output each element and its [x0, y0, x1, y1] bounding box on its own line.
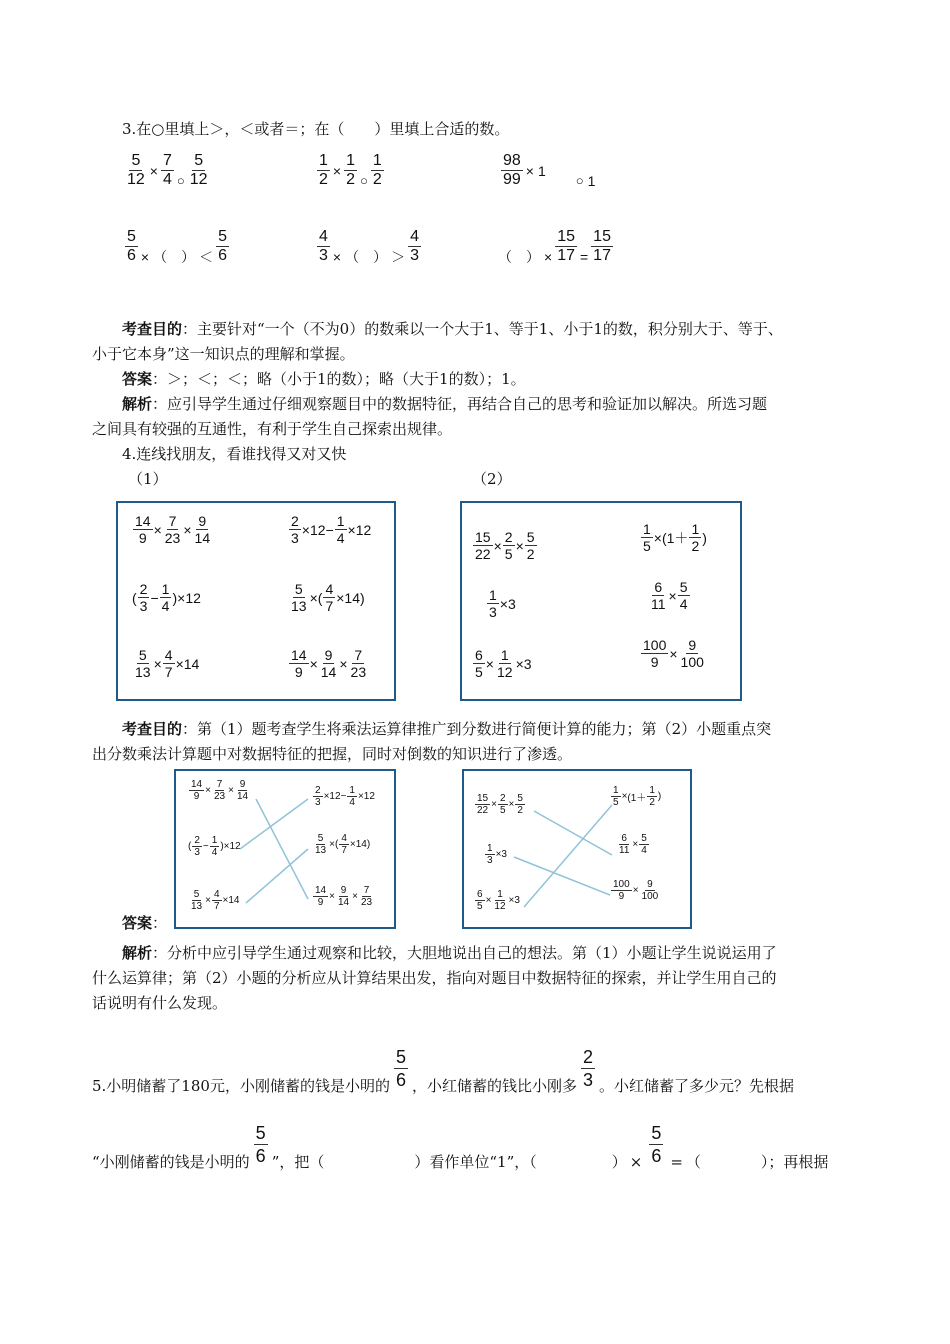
fraction: $\frac{5}{12}$	[127, 152, 145, 188]
q3-purpose-line2: 小于它本身”这一知识点的理解和掌握。	[92, 345, 355, 363]
fraction: $\frac{5}{6}$	[395, 1047, 406, 1090]
expr-r2[interactable]: $\frac{5}{13}$ × ( $\frac{4}{7}$ × 14 )	[291, 581, 365, 614]
q5-line2: “小刚储蓄的钱是小明的 $\frac{5}{6}$ ”，把（ ）看作单位“1”，（ ） × $\frac{5}{6}$ = （ ）；再根据	[92, 1123, 829, 1171]
q3-expr-2: $\frac{1}{2}$ × $\frac{1}{2}$ ○ $\frac{1}{2}$	[319, 152, 382, 188]
compare-circle[interactable]: ○	[176, 173, 185, 188]
expr-l3: $\frac{5}{13}$ × $\frac{4}{7}$ × 14	[191, 889, 240, 912]
expr-l2: $\frac{1}{3}$ × 3	[487, 843, 507, 866]
expr-r2[interactable]: $\frac{6}{11}$ × $\frac{5}{4}$	[651, 579, 688, 612]
expr-l1: $\frac{15}{22}$ × $\frac{2}{5}$ × $\frac{5}{2}$	[477, 793, 523, 816]
fraction: $\frac{98}{99}$	[503, 152, 521, 188]
blank-paren[interactable]: （ ）	[345, 248, 388, 265]
expr-l3[interactable]: $\frac{5}{13}$ × $\frac{4}{7}$ × 14	[135, 647, 200, 680]
fraction: $\frac{5}{6}$	[651, 1123, 662, 1166]
fraction: $\frac{1}{2}$	[372, 152, 382, 188]
connector-lines	[176, 771, 394, 927]
q3-expr-1: $\frac{5}{12}$ × $\frac{7}{4}$ ○ $\frac{5}{12}$	[127, 152, 208, 188]
fraction: $\frac{5}{12}$	[189, 152, 208, 188]
q4-analysis-line3: 话说明有什么发现。	[92, 994, 228, 1012]
q3-analysis-line1: 解析：应引导学生通过仔细观察题目中的数据特征，再结合自己的思考和验证加以解决。所选习题	[122, 395, 768, 413]
q3-analysis-line2: 之间具有较强的互通性，有利于学生自己探索出规律。	[92, 420, 453, 438]
expr-l2: ( $\frac{2}{3}$ − $\frac{1}{4}$ ) × 12	[188, 835, 241, 858]
blank-paren[interactable]: （ ）	[153, 248, 196, 265]
expr-l1[interactable]: $\frac{14}{9}$ × $\frac{7}{23}$ × $\frac{9}{14}$	[135, 513, 211, 546]
connector-lines	[464, 771, 690, 927]
fraction: $\frac{5}{6}$	[255, 1123, 266, 1166]
q3-purpose-line1: 考查目的：主要针对“一个（不为0）的数乘以一个大于1、等于1、小于1的数，积分别大于、等于、	[122, 320, 783, 338]
fraction: $\frac{1}{2}$	[346, 152, 355, 188]
q3-title: 3.在○里填上＞，＜或者＝；在（ ）里填上合适的数。	[122, 120, 510, 138]
connector-line	[246, 849, 308, 903]
fraction: $\frac{4}{3}$	[410, 228, 419, 264]
blank-paren[interactable]: （ ）	[498, 248, 540, 265]
expr-r1[interactable]: $\frac{1}{5}$ × (1＋ $\frac{1}{2}$ )	[643, 521, 707, 554]
q4-analysis-line2: 什么运算律；第（2）小题的分析应从计算结果出发，指向对题目中数据特征的探索，并让学生用自己的	[92, 969, 777, 987]
q5-line1: 5.小明储蓄了180元，小刚储蓄的钱是小明的 $\frac{5}{6}$ ，小红储蓄的钱比小刚多 $\frac{2}{3}$ 。小红储蓄了多少元？先根据	[92, 1047, 795, 1095]
fraction: $\frac{15}{17}$	[593, 228, 611, 264]
fraction: $\frac{7}{4}$	[162, 152, 172, 188]
fraction: $\frac{5}{6}$	[127, 228, 136, 264]
compare-circle[interactable]: ○	[575, 173, 584, 188]
matching-box-1	[116, 501, 396, 701]
q3-expr-5: $\frac{4}{3}$ × （ ） ＞ $\frac{4}{3}$	[319, 228, 419, 265]
fraction: $\frac{4}{3}$	[319, 228, 328, 264]
expr-l2[interactable]: ( $\frac{2}{3}$ − $\frac{1}{4}$ ) × 12	[132, 581, 201, 614]
expr-l2[interactable]: $\frac{1}{3}$ × 3	[489, 587, 516, 620]
expr-r2: $\frac{5}{13}$ × ( $\frac{4}{7}$ × 14 )	[315, 833, 371, 856]
q3-answer: 答案：＞；＜；＜；略（小于1的数）；略（大于1的数）；1。	[122, 370, 526, 388]
fraction: $\frac{15}{17}$	[557, 228, 575, 264]
connector-line	[240, 799, 308, 849]
q4-purpose-line1: 考查目的：第（1）题考查学生将乘法运算律推广到分数进行简便计算的能力；第（2）小题重点突	[122, 720, 772, 738]
q4-purpose-line2: 出分数乘法计算题中对数据特征的把握，同时对倒数的知识进行了渗透。	[92, 745, 573, 763]
q3-expr-4: $\frac{5}{6}$ × （ ） ＜ $\frac{5}{6}$	[127, 228, 227, 265]
q3-expr-3: $\frac{98}{99}$ × 1 ○ 1	[503, 152, 596, 189]
matching-box-2	[460, 501, 742, 701]
answer-box-2	[462, 769, 692, 929]
expr-r1: $\frac{1}{5}$ × (1＋ $\frac{1}{2}$ )	[613, 785, 662, 808]
expr-r3: $\frac{100}{9}$ × $\frac{9}{100}$	[613, 879, 659, 902]
q4-part2-label: （2）	[472, 470, 512, 488]
connector-line	[256, 799, 308, 899]
q3-expr-6: （ ） × $\frac{15}{17}$ = $\frac{15}{17}$	[498, 228, 611, 265]
expr-r1: $\frac{2}{3}$ × 12 − $\frac{1}{4}$ × 12	[315, 785, 375, 808]
expr-r2: $\frac{6}{11}$ × $\frac{5}{4}$	[619, 833, 647, 856]
expr-l3[interactable]: $\frac{6}{5}$ × $\frac{1}{12}$ × 3	[475, 647, 532, 680]
fraction: $\frac{1}{2}$	[319, 152, 328, 188]
expr-r3[interactable]: $\frac{100}{9}$ × $\frac{9}{100}$	[643, 637, 704, 670]
expr-r3: $\frac{14}{9}$ × $\frac{9}{14}$ × $\frac{7}{23}$	[315, 885, 373, 908]
fraction: $\frac{5}{6}$	[218, 228, 227, 264]
answer-box-1	[174, 769, 396, 929]
connector-line	[524, 805, 612, 907]
q4-analysis-line1: 解析：分析中应引导学生通过观察和比较，大胆地说出自己的想法。第（1）小题让学生说说运用了	[122, 944, 777, 962]
expr-l1[interactable]: $\frac{15}{22}$ × $\frac{2}{5}$ × $\frac{5}{2}$	[475, 529, 535, 562]
expr-l3: $\frac{6}{5}$ × $\frac{1}{12}$ × 3	[477, 889, 520, 912]
fraction: $\frac{2}{3}$	[582, 1047, 593, 1090]
compare-circle[interactable]: ○	[360, 173, 368, 188]
q4-part1-label: （1）	[128, 470, 168, 488]
expr-l1: $\frac{14}{9}$ × $\frac{7}{23}$ × $\frac{9}{14}$	[191, 779, 249, 802]
q4-answer-label: 答案：	[122, 914, 168, 932]
expr-r3[interactable]: $\frac{14}{9}$ × $\frac{9}{14}$ × $\frac{7}{23}$	[291, 647, 367, 680]
expr-r1[interactable]: $\frac{2}{3}$ × 12 − $\frac{1}{4}$ × 12	[291, 513, 372, 546]
q4-title: 4.连线找朋友，看谁找得又对又快	[122, 445, 347, 463]
